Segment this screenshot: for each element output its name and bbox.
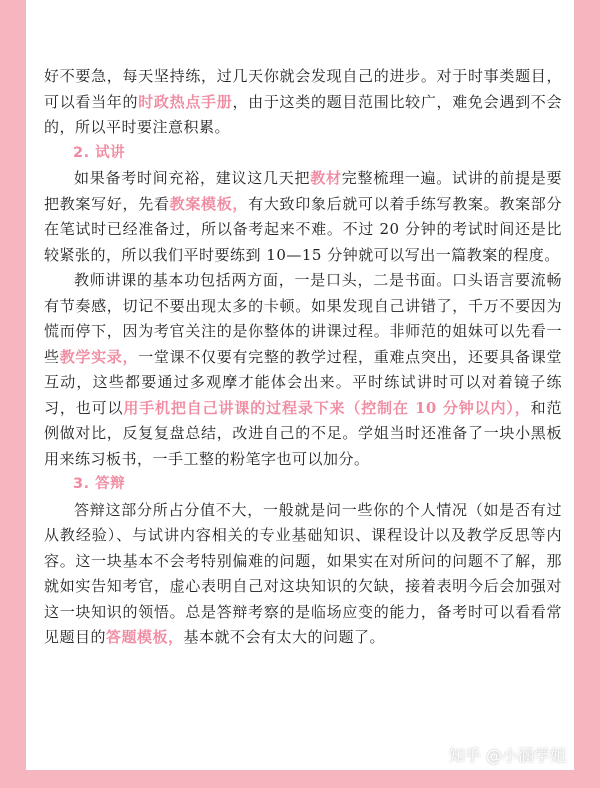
- highlight-answer-template: 答题模板，: [106, 628, 184, 646]
- paragraph-text: 答辩这部分所占分值不大，一般就是问一些你的个人情况（如是否有过从教经验）、与试讲内容相关的专业基础知识、课程设计以及教学反思等内容。这一块基本不会考特别偏难的问题，如果实在对所问的问题不了解，那就如实告知考官，虚心表明自己对这块知识的欠缺，接着表明今后会加强对这一块知识的领悟。总是答辩考察的是临场应变的能力，备考时可以看看常见题目的: [44, 500, 562, 646]
- paragraph-trial-lecture-prep: [44, 166, 562, 268]
- document-body: [44, 64, 562, 651]
- intro-text: 好不要急，每天坚持练，过几天你就会发现自己的进步。对于时事类题目，可以看当年的: [44, 67, 562, 111]
- intro-paragraph: [44, 64, 562, 141]
- document-page: [26, 0, 574, 770]
- watermark-label: 知乎 @小涵学姐: [448, 746, 566, 765]
- paragraph-text: 完整梳理一遍。试讲的前提是要把教案写好，先看: [44, 169, 562, 213]
- highlight-hot-topics-handbook: 时政热点手册: [138, 92, 233, 111]
- highlight-textbook: 教材: [310, 169, 342, 187]
- section-heading-trial-lecture: 2. 试讲: [73, 144, 126, 161]
- section-heading-defense: 3. 答辩: [73, 476, 126, 492]
- highlight-lesson-plan-template: 教案模板，: [169, 194, 249, 213]
- paragraph-text: 基本就不会有太大的问题了。: [183, 628, 386, 646]
- paragraph-text: 一堂课不仅要有完整的教学过程，重难点突出，还要具备课堂互动，这些都要通过多观摩才能体会出来。平时练试讲时可以对着镜子练习，也可以: [44, 347, 562, 417]
- paragraph-text: 有大致印象后就可以着手练写教案。教案部分在笔试时已经准备过，所以备考起来不难。不过 20 分钟的考试时间还是比较紧张的，所以我们平时要练到 10—15 分钟就可以写出一篇教案的程度。: [44, 194, 562, 264]
- paragraph-text: 教师讲课的基本功包括两方面，一是口头，二是书面。口头语言要流畅有节奏感，切记不要出现太多的卡顿。如果发现自己讲错了，千万不要因为慌而停下，因为考官关注的是你整体的讲课过程。非师范的姐妹可以先看一些: [44, 271, 562, 366]
- highlight-teaching-records: 教学实录，: [59, 347, 139, 366]
- intro-text: ，由于这类的题目范围比较广，难免会遇到不会的，所以平时要注意积累。: [44, 92, 562, 136]
- paragraph-text: 如果备考时间充裕，建议这几天把: [74, 169, 311, 187]
- highlight-record-with-phone: 用手机把自己讲课的过程录下来（控制在 10 分钟以内），: [123, 398, 531, 417]
- paragraph-text: 和范例做对比，反复复盘总结，改进自己的不足。学姐当时还准备了一块小黑板用来练习板书，一手工整的粉笔字也可以加分。: [44, 398, 562, 468]
- paragraph-defense: [44, 498, 562, 651]
- paragraph-teaching-skills: [44, 268, 562, 472]
